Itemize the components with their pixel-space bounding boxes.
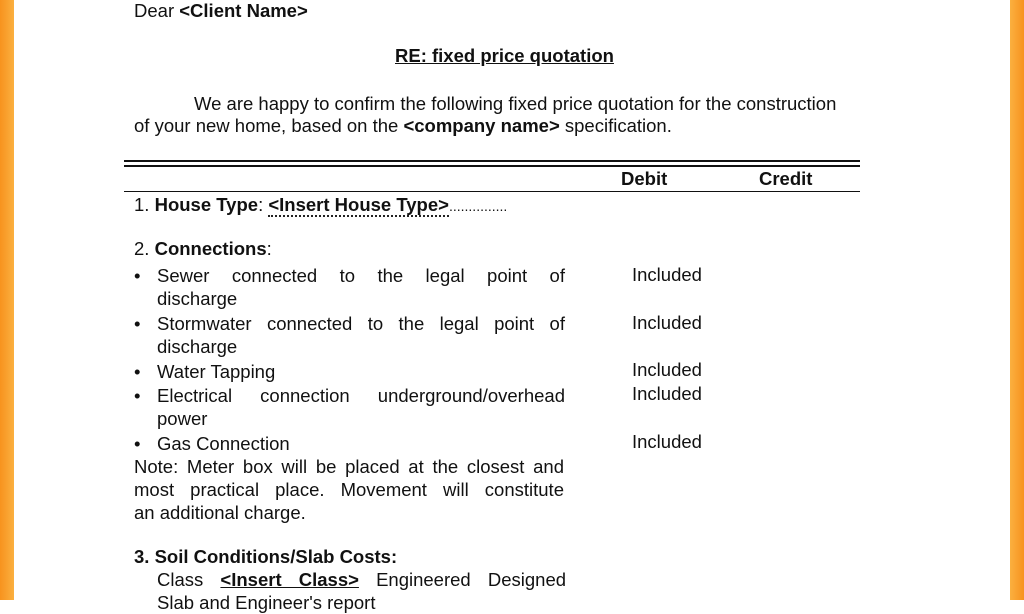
list-item-text xyxy=(157,264,565,310)
client-name-placeholder: <Client Name> xyxy=(179,0,308,21)
list-item xyxy=(134,312,565,358)
column-header-debit: Debit xyxy=(621,168,668,189)
debit-value: Included xyxy=(632,359,702,380)
list-item-text xyxy=(157,360,565,383)
company-name-placeholder: <company name> xyxy=(403,115,560,136)
intro-line-2 xyxy=(134,115,672,137)
bullet-icon: • xyxy=(134,361,141,382)
table-rule-top-1 xyxy=(124,160,860,162)
list-item-line: Gas Connection xyxy=(157,433,290,454)
debit-value: Included xyxy=(632,312,702,333)
soil-class-suffix: Engineered Designed xyxy=(376,569,567,590)
section-soil-conditions: 3. Soil Conditions/Slab Costs: xyxy=(134,546,398,567)
debit-value: Included xyxy=(632,431,702,452)
bullet-icon: • xyxy=(134,385,141,406)
salutation xyxy=(134,0,308,22)
soil-class-placeholder: <Insert Class> xyxy=(220,569,359,590)
note-line: most practical place. Movement will constitute xyxy=(134,479,564,500)
table-rule-top-2 xyxy=(124,165,860,167)
house-type-dots: ............... xyxy=(448,198,508,214)
list-item-line: Sewer connected to the legal point of xyxy=(157,265,565,286)
section-number: 2. xyxy=(134,238,150,259)
list-item-line: Stormwater connected to the legal point of xyxy=(157,313,565,334)
debit-value: Included xyxy=(632,383,702,404)
house-type-label: House Type xyxy=(154,194,259,215)
table-rule-header-bottom xyxy=(124,191,860,192)
meter-box-note xyxy=(134,455,564,524)
list-item xyxy=(134,432,565,455)
soil-cutoff-line: Slab and Engineer's report xyxy=(157,592,376,613)
bullet-icon: • xyxy=(134,265,141,286)
intro-line-1: We are happy to confirm the following fixed price quotation for the construction xyxy=(194,93,837,114)
intro-text-b: specification. xyxy=(564,115,672,136)
column-header-credit: Credit xyxy=(759,168,813,189)
letter-heading: RE: fixed price quotation xyxy=(395,45,614,66)
note-line: an additional charge. xyxy=(134,502,306,523)
list-item-line: Water Tapping xyxy=(157,361,276,382)
list-item xyxy=(134,264,565,310)
connections-colon: : xyxy=(266,238,272,259)
list-item xyxy=(134,384,565,430)
note-line: Note: Meter box will be placed at the closest and xyxy=(134,456,564,477)
section-number: 1. xyxy=(134,194,150,215)
section-house-type xyxy=(134,194,507,217)
salutation-prefix: Dear xyxy=(134,0,175,21)
page-frame-right xyxy=(1010,0,1024,600)
list-item-text xyxy=(157,312,565,358)
intro-text-a: of your new home, based on the xyxy=(134,115,399,136)
list-item-line: Electrical connection underground/overhead xyxy=(157,385,565,406)
section-connections xyxy=(134,238,272,260)
debit-value: Included xyxy=(632,264,702,285)
house-type-colon: : xyxy=(258,194,264,215)
soil-class-prefix: Class xyxy=(157,569,204,590)
list-item-line: discharge xyxy=(157,288,238,309)
connections-label: Connections xyxy=(154,238,267,259)
house-type-placeholder: <Insert House Type> xyxy=(268,194,449,215)
list-item-line: power xyxy=(157,408,208,429)
bullet-icon: • xyxy=(134,313,141,334)
list-item-line: discharge xyxy=(157,336,238,357)
page-frame-left xyxy=(0,0,14,600)
list-item-text xyxy=(157,384,565,430)
list-item-text xyxy=(157,432,565,455)
bullet-icon: • xyxy=(134,433,141,454)
soil-class-line xyxy=(157,569,566,591)
list-item xyxy=(134,360,565,383)
